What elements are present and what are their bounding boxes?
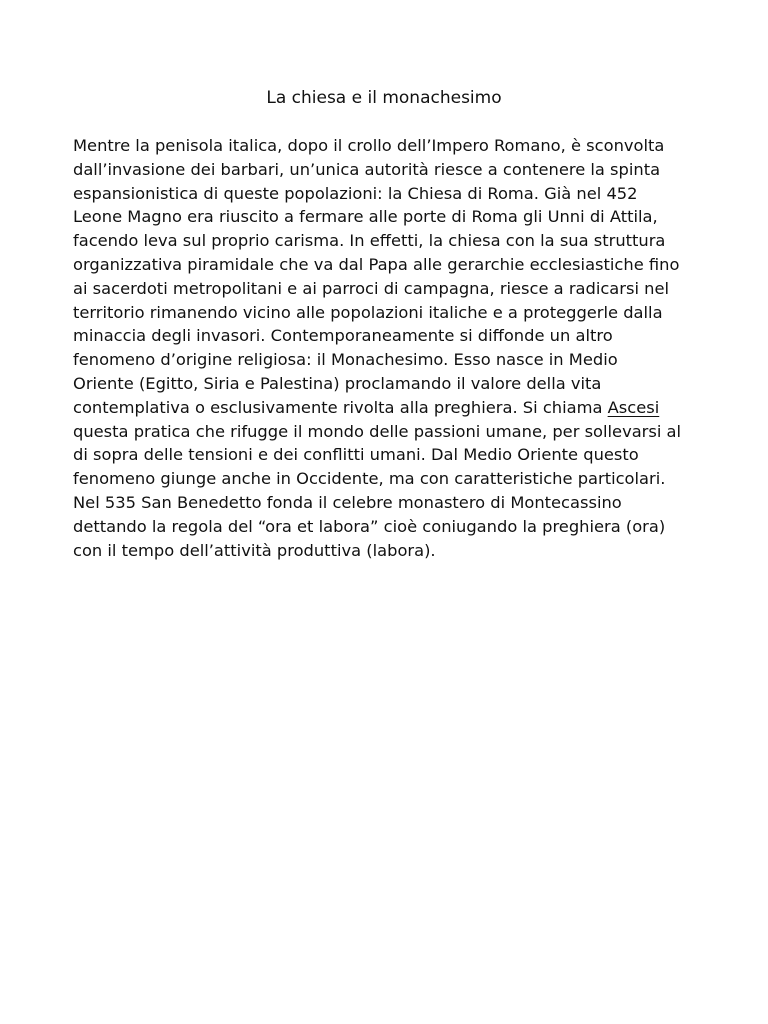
body-line: di sopra delle tensioni e dei conflitti umani. Dal Medio Oriente questo [73,445,639,465]
body-line: Oriente (Egitto, Siria e Palestina) proclamando il valore della vita [73,373,602,393]
body-line: questa pratica che rifugge il mondo delle passioni umane, per sollevarsi al [73,421,682,441]
body-line: Leone Magno era riuscito a fermare alle porte di Roma gli Unni di Attila, [73,207,658,227]
body-line: con il tempo dell’attività produttiva (labora). [73,540,436,560]
body-line: fenomeno giunge anche in Occidente, ma con caratteristiche particolari. [73,469,666,489]
body-line: organizzativa piramidale che va dal Papa alle gerarchie ecclesiastiche fino [73,254,680,274]
body-line-text: contemplativa o esclusivamente rivolta alla preghiera. Si chiama [73,397,603,417]
body-line: Nel 535 San Benedetto fonda il celebre monastero di Montecassino [73,492,622,512]
body-line: ai sacerdoti metropolitani e ai parroci di campagna, riesce a radicarsi nel [73,278,670,298]
document-body [73,134,713,562]
body-line: territorio rimanendo vicino alle popolazioni italiche e a proteggerle dalla [73,302,663,322]
body-line-with-link [73,396,713,420]
ascesi-underlined-term: Ascesi [607,397,660,417]
body-line: facendo leva sul proprio carisma. In effetti, la chiesa con la sua struttura [73,231,666,251]
body-line: Mentre la penisola italica, dopo il crollo dell’Impero Romano, è sconvolta [73,136,665,155]
body-line: dall’invasione dei barbari, un’unica autorità riesce a contenere la spinta [73,159,661,179]
body-line: espansionistica di queste popolazioni: la Chiesa di Roma. Già nel 452 [73,183,638,203]
document-title: La chiesa e il monachesimo [266,88,502,108]
body-line: fenomeno d’origine religiosa: il Monachesimo. Esso nasce in Medio [73,350,618,370]
body-line: minaccia degli invasori. Contemporaneamente si diffonde un altro [73,326,613,346]
body-line: dettando la regola del “ora et labora” cioè coniugando la preghiera (ora) [73,516,666,536]
